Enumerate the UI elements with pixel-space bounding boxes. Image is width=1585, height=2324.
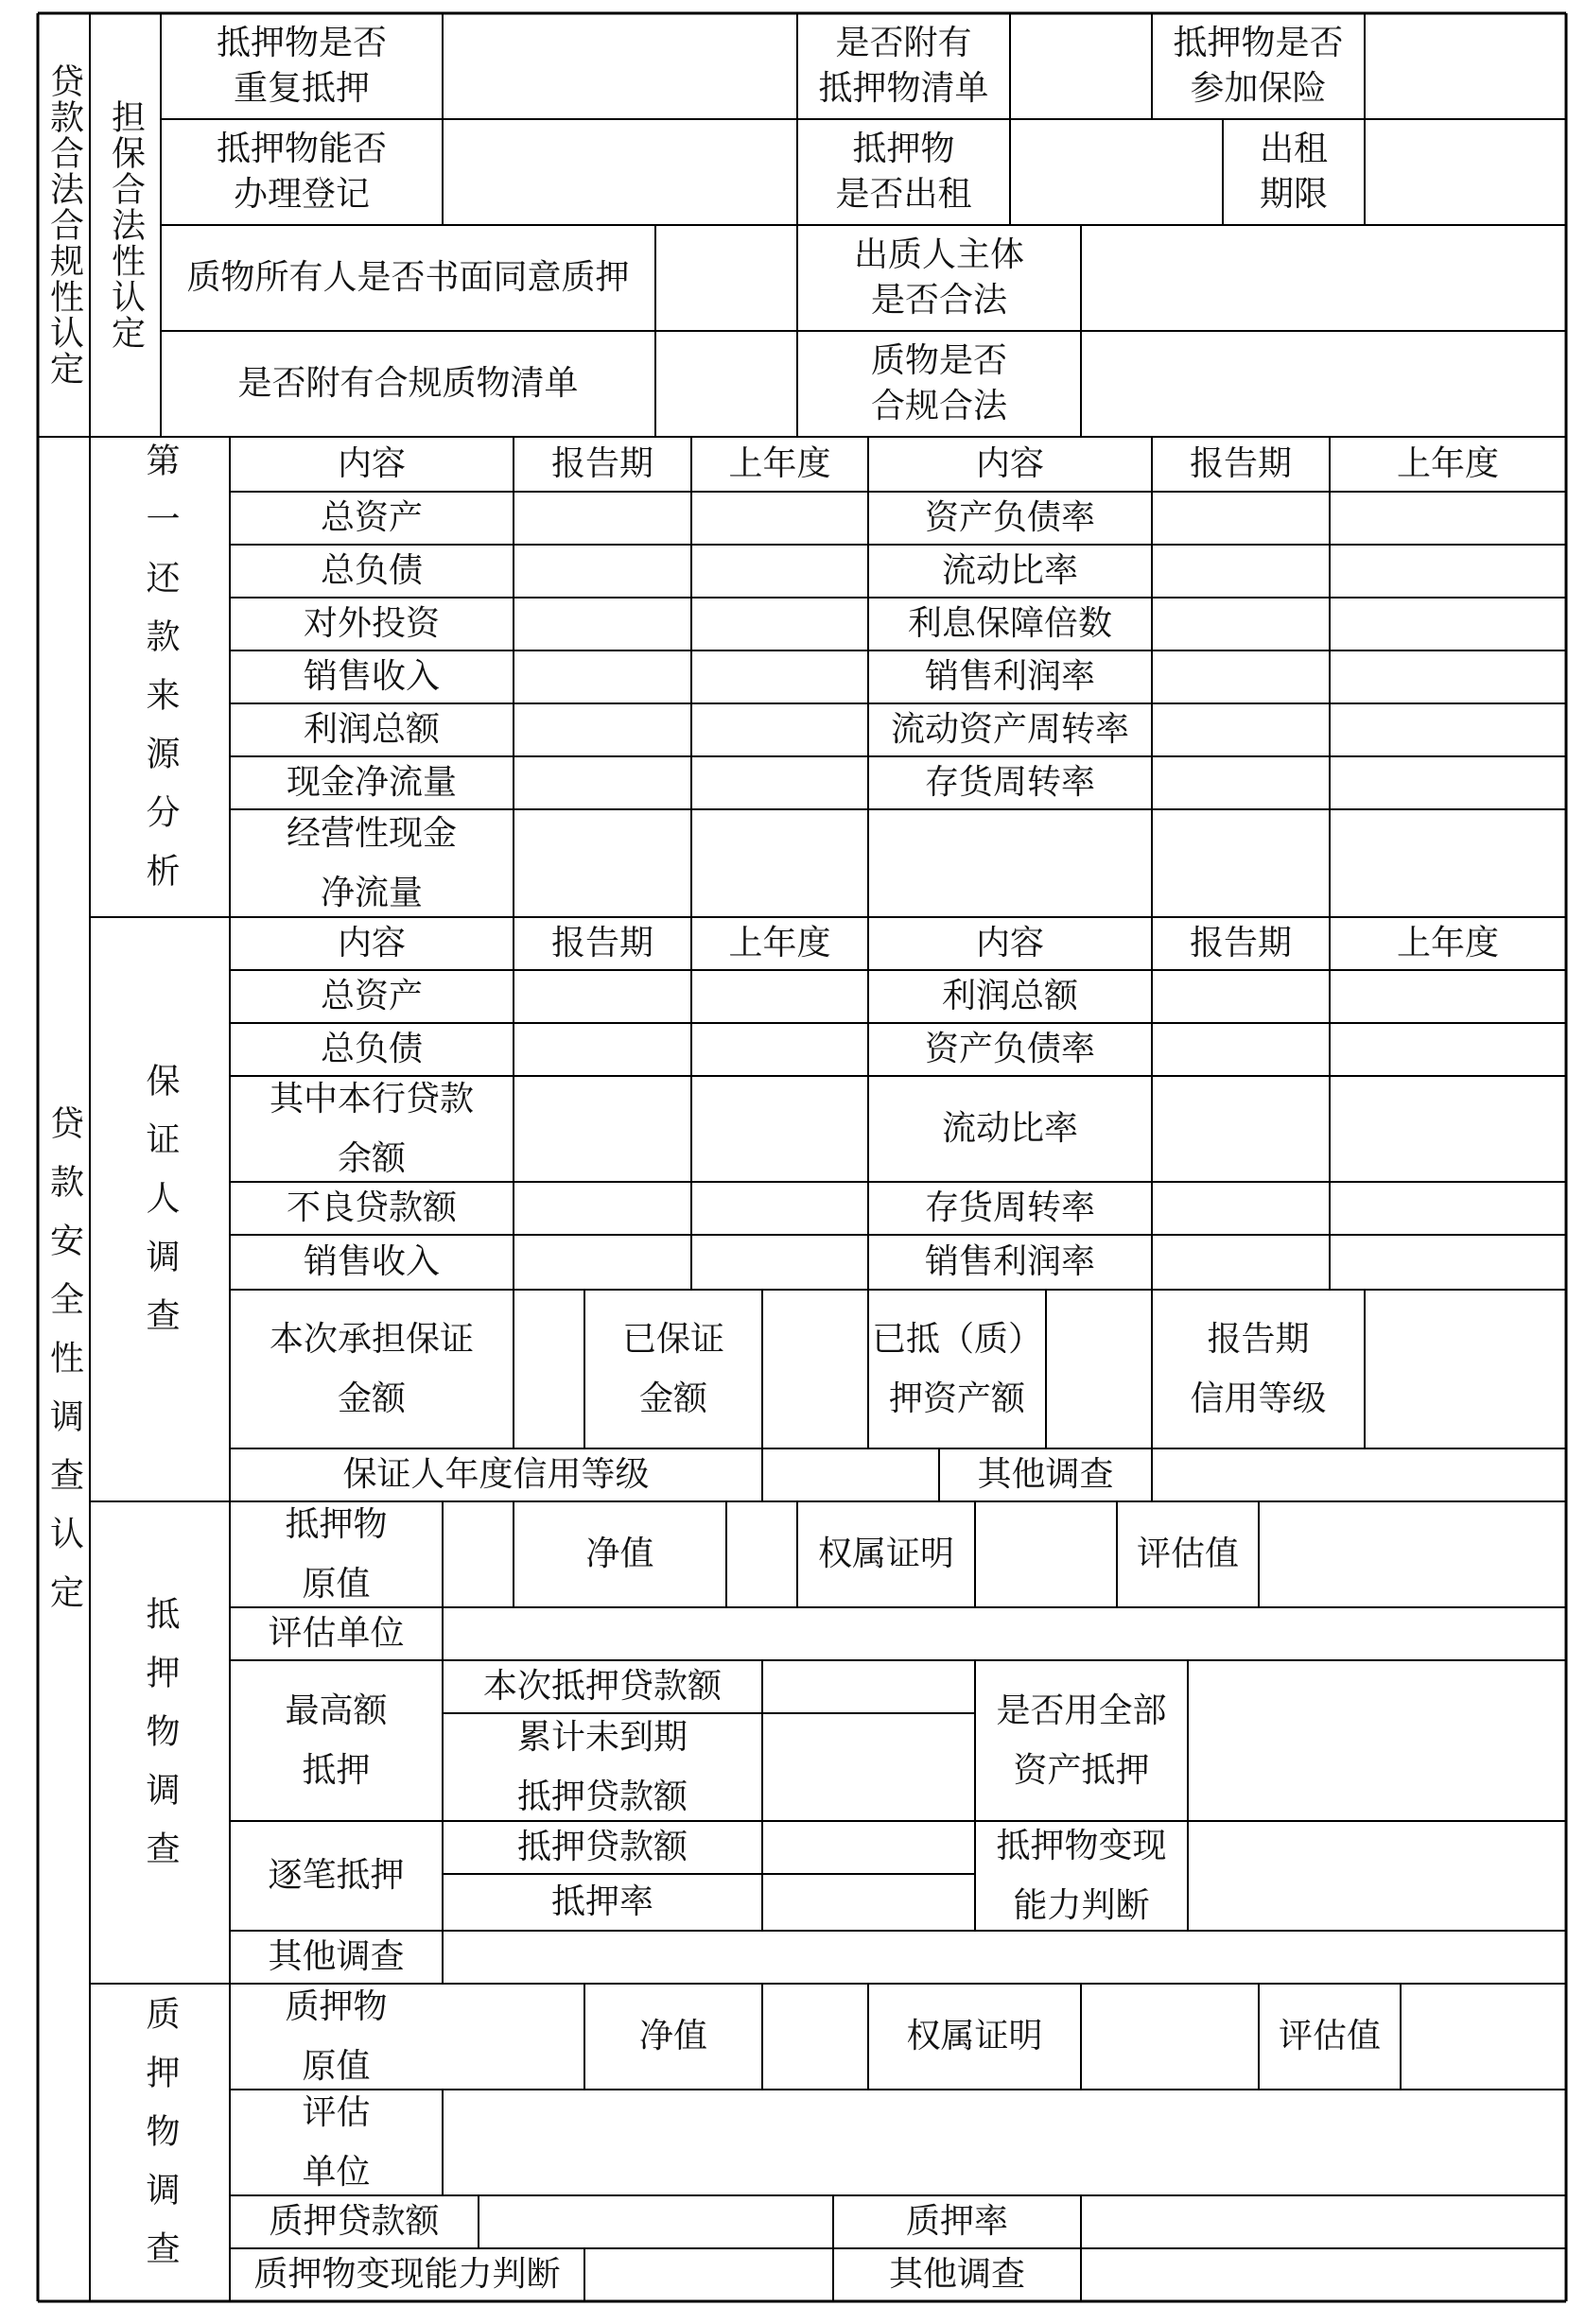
pawn-owner-consent-label: 质物所有人是否书面同意质押 [186,258,630,298]
first-right-item: 存货周转率 [924,763,1095,803]
pledge-title-text: 质押物调查 [141,1996,180,2289]
mortgage-appraised-value-label: 评估值 [1136,1535,1239,1574]
mortgage-liquidity-label: 抵押物变现 能力判断 [996,1827,1167,1925]
first-right-item: 利息保障倍数 [907,604,1112,644]
first-source-title-text: 第一还款来源分析 [141,442,180,911]
mortgage-loan-amount-label: 抵押贷款额 [516,1828,688,1867]
mortgage-title [90,1501,230,1984]
mortgage-title-text: 抵押物调查 [141,1596,180,1889]
outstanding-mortgage-loan-label: 累计未到期 抵押贷款额 [516,1718,688,1816]
first-header-content: 内容 [337,444,406,484]
legality-title-text: 贷款合法合规性认定 [44,63,84,387]
guarantor-left-item: 销售收入 [303,1242,440,1282]
mortgage-appraiser-label: 评估单位 [268,1614,405,1654]
first-left-item: 总资产 [320,498,423,538]
guarantor-title-text: 保证人调查 [141,1063,180,1356]
pawn-compliant-label: 质物是否 合规合法 [870,341,1007,425]
annual-credit-label: 保证人年度信用等级 [342,1455,650,1495]
guarantee-amount-label: 本次承担保证 金额 [269,1320,474,1418]
mortgage-rate-label: 抵押率 [550,1882,653,1922]
each-mortgage-label: 逐笔抵押 [268,1856,405,1896]
pledge-register-label: 抵押物能否 办理登记 [216,130,387,214]
pledge-ownership-label: 权属证明 [906,2017,1043,2056]
pawner-legal-label: 出质人主体 是否合法 [853,235,1024,320]
legality-section-title [38,13,90,437]
guarantor-title [90,917,230,1501]
period-credit-label: 报告期 信用等级 [1190,1320,1327,1418]
guarantor-header-content: 内容 [337,924,406,963]
first-left-item: 对外投资 [303,604,440,644]
current-mortgage-loan-label: 本次抵押贷款额 [482,1667,722,1707]
first-header-period: 报告期 [550,444,653,484]
mortgage-ownership-label: 权属证明 [817,1535,954,1574]
mortgage-original-value-label: 抵押物 原值 [285,1505,388,1604]
guarantee-legality-title [90,13,161,437]
guarantor-header-last-year-2: 上年度 [1396,924,1499,963]
pledge-list-label: 是否附有 抵押物清单 [818,24,989,108]
first-left-item: 销售收入 [303,657,440,697]
pledge-repeat-label: 抵押物是否 重复抵押 [216,24,387,108]
guarantor-header-content-2: 内容 [975,924,1044,963]
mortgage-other-label: 其他调查 [268,1937,405,1977]
guarantor-right-item: 存货周转率 [924,1188,1095,1228]
first-header-last-year-2: 上年度 [1396,444,1499,484]
pledge-other-label: 其他调查 [888,2255,1025,2295]
all-assets-mortgage-label: 是否用全部 资产抵押 [996,1691,1167,1790]
safety-section-title [38,437,90,2301]
guarantor-right-item: 销售利润率 [924,1242,1095,1282]
first-right-item: 销售利润率 [924,657,1095,697]
pledge-liquidity-label: 质押物变现能力判断 [253,2255,561,2295]
pledge-title [90,1984,230,2301]
guarantor-header-period-2: 报告期 [1189,924,1292,963]
first-source-title [90,437,230,917]
pledge-appraised-value-label: 评估值 [1278,2017,1381,2056]
first-right-item: 流动比率 [941,551,1078,591]
guaranteed-amount-label: 已保证 金额 [621,1320,724,1418]
first-left-item: 利润总额 [303,710,440,750]
first-header-content-2: 内容 [975,444,1044,484]
pledge-loan-amount-label: 质押贷款额 [269,2202,440,2242]
first-header-last-year: 上年度 [728,444,831,484]
first-right-item: 资产负债率 [924,498,1095,538]
pawn-list-label: 是否附有合规质物清单 [237,364,579,404]
pledge-rate-label: 质押率 [905,2202,1008,2242]
first-left-item: 总负债 [320,551,423,591]
pledge-insured-label: 抵押物是否 参加保险 [1173,24,1344,108]
guarantor-right-item: 利润总额 [941,977,1078,1016]
first-header-period-2: 报告期 [1189,444,1292,484]
pledged-assets-label: 已抵（质） 押资产额 [871,1320,1042,1418]
pledge-rented-label: 抵押物 是否出租 [835,130,972,214]
guarantor-header-last-year: 上年度 [728,924,831,963]
safety-title-text: 贷款安全性调查认定 [44,1105,84,1633]
first-left-item: 现金净流量 [286,763,457,803]
pledge-appraiser-label: 评估 单位 [302,2093,371,2192]
first-right-item [868,809,1152,917]
guarantor-left-item: 不良贷款额 [286,1188,457,1228]
guarantee-title-text: 担保合法性认定 [106,99,146,351]
guarantor-left-item: 其中本行贷款 余额 [269,1080,474,1178]
mortgage-net-value-label: 净值 [585,1535,654,1574]
guarantor-left-item: 总负债 [320,1030,423,1069]
pledge-original-value-label: 质押物 原值 [285,1987,388,2086]
pledge-net-value-label: 净值 [638,2017,707,2056]
first-left-item: 经营性现金 净流量 [286,814,457,912]
first-right-item: 流动资产周转率 [890,710,1129,750]
guarantor-right-item: 流动比率 [941,1109,1078,1149]
rent-term-label: 出租 期限 [1259,130,1328,214]
guarantor-left-item: 总资产 [320,977,423,1016]
guarantor-header-period: 报告期 [550,924,653,963]
max-mortgage-label: 最高额 抵押 [285,1691,388,1790]
guarantor-other-label: 其他调查 [977,1455,1114,1495]
guarantor-right-item: 资产负债率 [924,1030,1095,1069]
